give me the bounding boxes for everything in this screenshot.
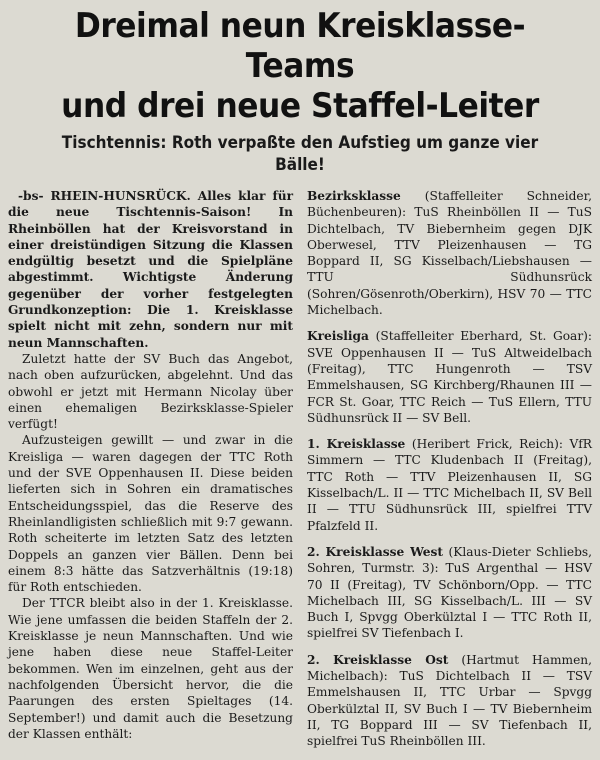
- kreisklasse-2-ost-text: (Hartmut Hammen, Michelbach): TuS Dichtelbach II — TSV Emmelshausen II, TTC Urbar — Spvgg Oberkülztal II, SV Buch I — TV Biebernheim II, TG Boppard III — SV Tiefenbach II, spielfrei TuS Rheinböllen III.: [307, 652, 593, 749]
- subheadline: Tischtennis: Roth verpaßte den Aufstieg um ganze vier Bälle!: [61, 133, 539, 175]
- paragraph-2: Zuletzt hatte der SV Buch das Angebot, nach oben aufzurücken, abgelehnt. Und das obwohl er jetzt mit Hermann Nicolay über einen ehemaligen Bezirksklasse-Spieler verfügt!: [8, 351, 293, 432]
- kreisklasse-2-ost-title: 2. Kreisklasse Ost: [307, 652, 449, 667]
- left-column: [8, 188, 293, 760]
- byline: -bs-: [18, 189, 44, 203]
- kreisklasse-1-section: [307, 436, 592, 534]
- headline-line-2: und drei neue Staffel-Leiter: [61, 86, 539, 126]
- lead-paragraph: [8, 188, 293, 351]
- dateline: RHEIN-HUNSRÜCK.: [50, 189, 191, 203]
- kreisliga-title: Kreisliga: [307, 329, 369, 344]
- kreisliga-text: (Staffelleiter Eberhard, St. Goar): SVE Oppenhausen II — TuS Altweidelbach (Freitag), TTC Hungenroth — TSV Emmelshausen, SG Kirchberg/Rhaunen III — FCR St. Goar, TTC Reich — TuS Ellern, TTU Südhunsrück II — SV Bell.: [307, 329, 593, 425]
- lead-text: Alles klar für die neue Tischtennis-Saison! In Rheinböllen hat der Kreisvorstand in einer dreistündigen Sitzung die Klassen endgültig besetzt und die Spielpläne abgestimmt. Wichtigste Änderung gegenüber der vorher festgelegten Grundkonzeption: Die 1. Kreisklasse spielt nicht mit zehn, sondern nur mit neun Mannschaften.: [8, 189, 294, 350]
- kreisliga-section: [307, 328, 592, 426]
- headline-line-1: Dreimal neun Kreisklasse-Teams: [74, 6, 526, 86]
- bezirksklasse-title: Bezirksklasse: [307, 189, 401, 203]
- kreisklasse-2-ost-section: [307, 652, 592, 750]
- kreisklasse-1-title: 1. Kreisklasse: [307, 437, 406, 452]
- kreisklasse-2-west-text: (Klaus-Dieter Schliebs, Sohren, Turmstr. 3): TuS Argenthal — HSV 70 II (Freitag), TV Schönborn/Opp. — TTC Michelbach III, SG Kisselbach/L. III — SV Buch I, Spvgg Oberkülztal I — TTC Roth II, spielfrei SV Tiefenbach I.: [307, 544, 593, 641]
- kreisklasse-2-west-section: [307, 544, 592, 642]
- right-column: [307, 188, 592, 760]
- paragraph-4: Der TTCR bleibt also in der 1. Kreisklasse. Wie jene umfassen die beiden Staffeln der 2. Kreisklasse je neun Mannschaften. Und wie jene haben diese neue Staffel-Leiter bekommen. Wen im einzelnen, geht aus der nachfolgenden Übersicht hervor, die die Paarungen des ersten Spieltages (14. September!) und damit auch die Besetzung der Klassen enthält:: [8, 596, 293, 741]
- kreisklasse-1-text: (Heribert Frick, Reich): VfR Simmern — TTC Kludenbach II (Freitag), TTC Roth — TTV Pleizenhausen II, SG Kisselbach/L. II — TTC Michelbach II, SV Bell II — TTU Südhunsrück III, spielfrei TTV Pfalzfeld II.: [307, 437, 592, 533]
- paragraph-3: Aufzusteigen gewillt — und zwar in die Kreisliga — waren dagegen der TTC Roth und der SVE Oppenhausen II. Diese beiden lieferten sich in Sohren ein dramatisches Entscheidungsspiel, das die Reserve des Rheinlandligisten schließlich mit 9:7 gewann. Roth scheiterte im letzten Satz des letzten Doppels an ganzen vier Bällen. Denn bei einem 8:3 hätte das Satzverhältnis (19:18) für Roth entschieden.: [8, 433, 293, 595]
- headline: [31, 6, 568, 126]
- article-body: [8, 182, 592, 760]
- bezirksklasse-text: (Staffelleiter Schneider, Büchenbeuren): TuS Rheinböllen II — TuS Dichtelbach, TV Biebernheim gegen DJK Oberwesel, TTV Pleizenhausen — TG Boppard II, SG Kisselbach/Liebshausen — TTU Südhunsrück (Sohren/Gösenroth/Oberkirn), HSV 70 — TTC Michelbach.: [307, 189, 592, 318]
- bezirksklasse-section: [307, 188, 592, 318]
- kreisklasse-2-west-title: 2. Kreisklasse West: [307, 544, 444, 559]
